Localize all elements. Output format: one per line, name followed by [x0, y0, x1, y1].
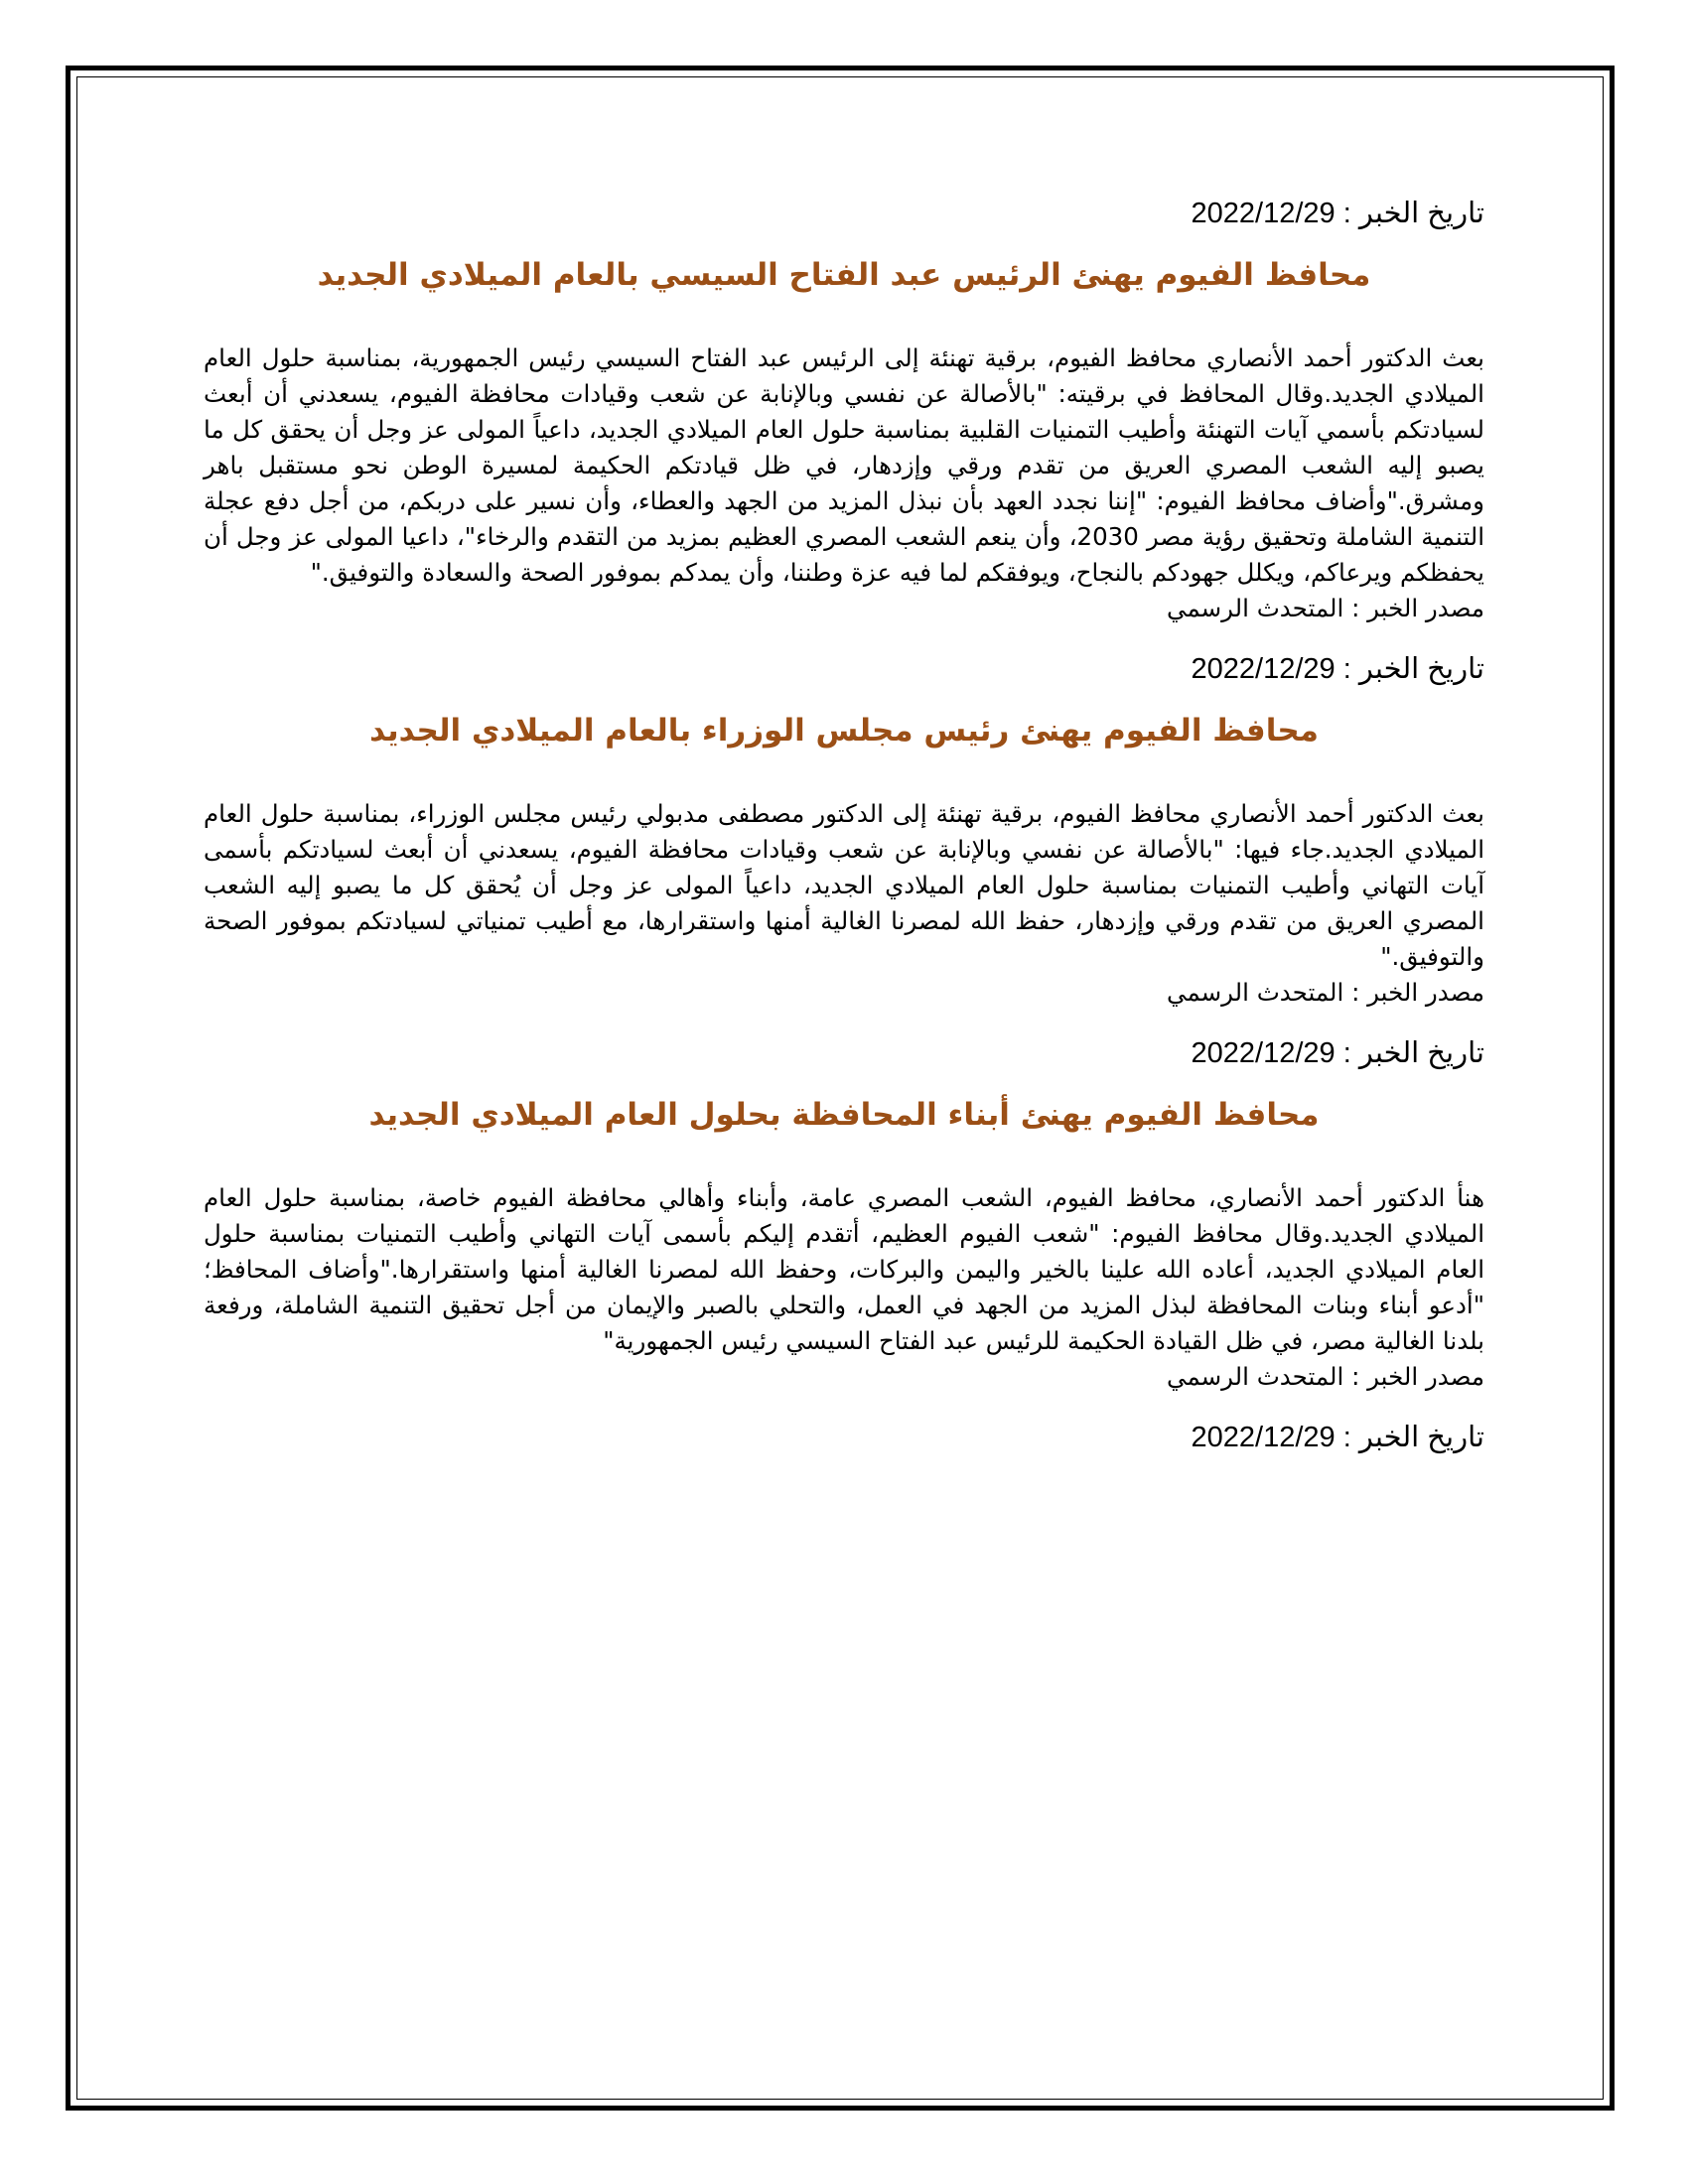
source-label: مصدر الخبر :	[1351, 978, 1484, 1007]
news-body: بعث الدكتور أحمد الأنصاري محافظ الفيوم، برقية تهنئة إلى الدكتور مصطفى مدبولي رئيس مجلس الوزراء، بمناسبة حلول العام الميلادي الجديد.جاء فيها: "بالأصالة عن نفسي وبالإنابة عن شعب وقيادات محافظة الفيوم، يسعدني أن أبعث لسيادتكم بأسمى آيات التهاني وأطيب التمنيات بمناسبة حلول العام الميلادي الجديد، داعياً المولى عز وجل أن يُحقق كل ما يصبو إليه الشعب المصري العريق من تقدم ورقي وإزدهار، حفظ الله لمصرنا الغالية أمنها واستقرارها، مع أطيب تمنياتي لسيادتكم بموفور الصحة والتوفيق."	[204, 799, 1484, 971]
news-date	[204, 1418, 1484, 1457]
news-date	[204, 1033, 1484, 1073]
date-value: 2022/12/29	[1191, 1037, 1336, 1069]
news-source	[204, 975, 1484, 1011]
date-label: تاريخ الخبر :	[1342, 198, 1484, 229]
news-date	[204, 194, 1484, 233]
source-label: مصدر الخبر :	[1351, 1362, 1484, 1391]
news-source	[204, 1359, 1484, 1395]
news-item	[204, 1033, 1484, 1395]
source-value: المتحدث الرسمي	[1167, 1362, 1344, 1391]
news-item	[204, 1418, 1484, 1457]
news-source	[204, 591, 1484, 626]
source-label: مصدر الخبر :	[1351, 594, 1484, 622]
news-title: محافظ الفيوم يهنئ رئيس مجلس الوزراء بالعام الميلادي الجديد	[369, 713, 1319, 749]
source-value: المتحدث الرسمي	[1167, 594, 1344, 622]
date-value: 2022/12/29	[1191, 653, 1336, 685]
news-document	[204, 194, 1484, 1457]
news-item	[204, 194, 1484, 626]
news-body: بعث الدكتور أحمد الأنصاري محافظ الفيوم، برقية تهنئة إلى الرئيس عبد الفتاح السيسي رئيس الجمهورية، بمناسبة حلول العام الميلادي الجديد.وقال المحافظ في برقيته: "بالأصالة عن نفسي وبالإنابة عن شعب وقيادات محافظة الفيوم، يسعدني أن أبعث لسيادتكم بأسمي آيات التهنئة وأطيب التمنيات القلبية بمناسبة حلول العام الميلادي الجديد، داعياً المولى عز وجل أن يحقق كل ما يصبو إليه الشعب المصري العريق من تقدم ورقي وإزدهار، في ظل قيادتكم الحكيمة لمسيرة الوطن نحو مستقبل باهر ومشرق."وأضاف محافظ الفيوم: "إننا نجدد العهد بأن نبذل المزيد من الجهد والعطاء، وأن نسير على دربكم، من أجل دفع عجلة التنمية الشاملة وتحقيق رؤية مصر 2030، وأن ينعم الشعب المصري العظيم بمزيد من التقدم والرخاء"، داعيا المولى عز وجل أن يحفظكم ويرعاكم، ويكلل جهودكم بالنجاح، ويوفقكم لما فيه عزة وطننا، وأن يمدكم بموفور الصحة والسعادة والتوفيق."	[204, 343, 1485, 587]
news-title: محافظ الفيوم يهنئ أبناء المحافظة بحلول العام الميلادي الجديد	[368, 1097, 1320, 1133]
date-label: تاريخ الخبر :	[1342, 1422, 1484, 1453]
date-value: 2022/12/29	[1191, 198, 1336, 229]
news-date	[204, 649, 1484, 689]
date-value: 2022/12/29	[1191, 1422, 1336, 1453]
news-title: محافظ الفيوم يهنئ الرئيس عبد الفتاح السيسي بالعام الميلادي الجديد	[317, 257, 1371, 293]
date-label: تاريخ الخبر :	[1342, 1037, 1484, 1069]
source-value: المتحدث الرسمي	[1167, 978, 1344, 1007]
news-body: هنأ الدكتور أحمد الأنصاري، محافظ الفيوم، الشعب المصري عامة، وأبناء وأهالي محافظة الفيوم خاصة، بمناسبة حلول العام الميلادي الجديد.وقال محافظ الفيوم: "شعب الفيوم العظيم، أتقدم إليكم بأسمى آيات التهاني وأطيب التمنيات بمناسبة حلول العام الميلادي الجديد، أعاده الله علينا بالخير واليمن والبركات، وحفظ الله لمصرنا الغالية أمنها واستقرارها."وأضاف المحافظ؛ "أدعو أبناء وبنات المحافظة لبذل المزيد من الجهد في العمل، والتحلي بالصبر والإيمان من أجل تحقيق التنمية الشاملة، ورفعة بلدنا الغالية مصر، في ظل القيادة الحكيمة للرئيس عبد الفتاح السيسي رئيس الجمهورية"	[204, 1183, 1484, 1355]
news-item	[204, 649, 1484, 1011]
date-label: تاريخ الخبر :	[1342, 653, 1484, 685]
